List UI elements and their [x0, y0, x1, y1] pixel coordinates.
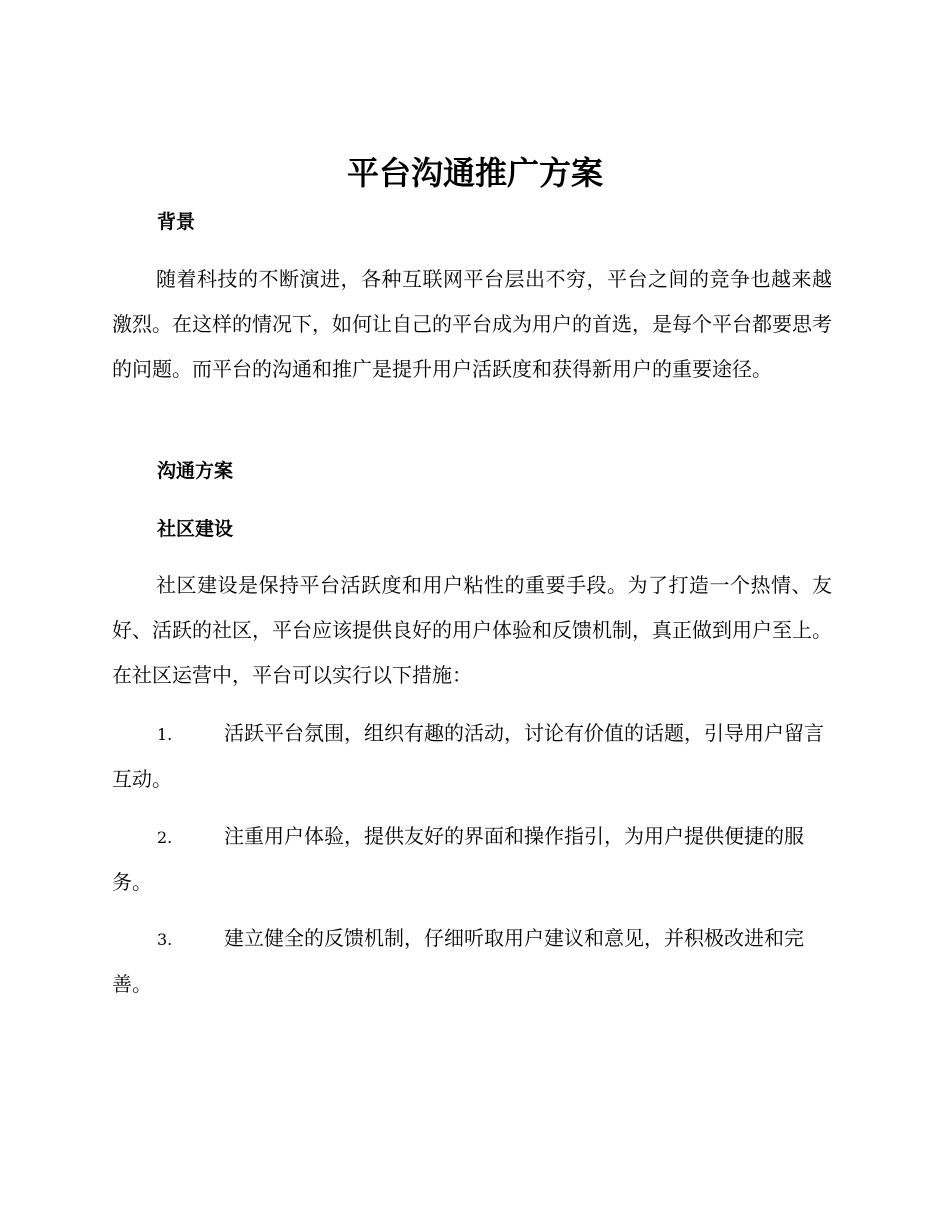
- community-paragraph: 社区建设是保持平台活跃度和用户粘性的重要手段。为了打造一个热情、友好、活跃的社区，平台应该提供良好的用户体验和反馈机制，真正做到用户至上。在社区运营中，平台可以实行以下措施：: [112, 573, 832, 687]
- list-item-text: 活跃平台氛围，组织有趣的活动，讨论有价值的话题，引导用户留言互动。: [112, 721, 824, 791]
- section-heading-communication: 沟通方案: [157, 460, 234, 482]
- list-item-number: 2.: [157, 828, 173, 847]
- section-heading-community: 社区建设: [157, 518, 234, 540]
- list-item-number: 1.: [157, 725, 173, 744]
- list-item: [112, 711, 832, 802]
- list-item-number: 3.: [157, 930, 173, 949]
- list-item: [112, 916, 832, 1007]
- document-title: 平台沟通推广方案: [346, 154, 603, 192]
- list-item-text: 注重用户体验，提供友好的界面和操作指引，为用户提供便捷的服务。: [112, 824, 804, 894]
- section-heading-background: 背景: [157, 211, 196, 233]
- list-item: [112, 814, 832, 905]
- list-item-text: 建立健全的反馈机制，仔细听取用户建议和意见，并积极改进和完善。: [112, 926, 804, 996]
- background-paragraph: 随着科技的不断演进，各种互联网平台层出不穷，平台之间的竞争也越来越激烈。在这样的情况下，如何让自己的平台成为用户的首选，是每个平台都要思考的问题。而平台的沟通和推广是提升用户活跃度和获得新用户的重要途径。: [112, 267, 832, 381]
